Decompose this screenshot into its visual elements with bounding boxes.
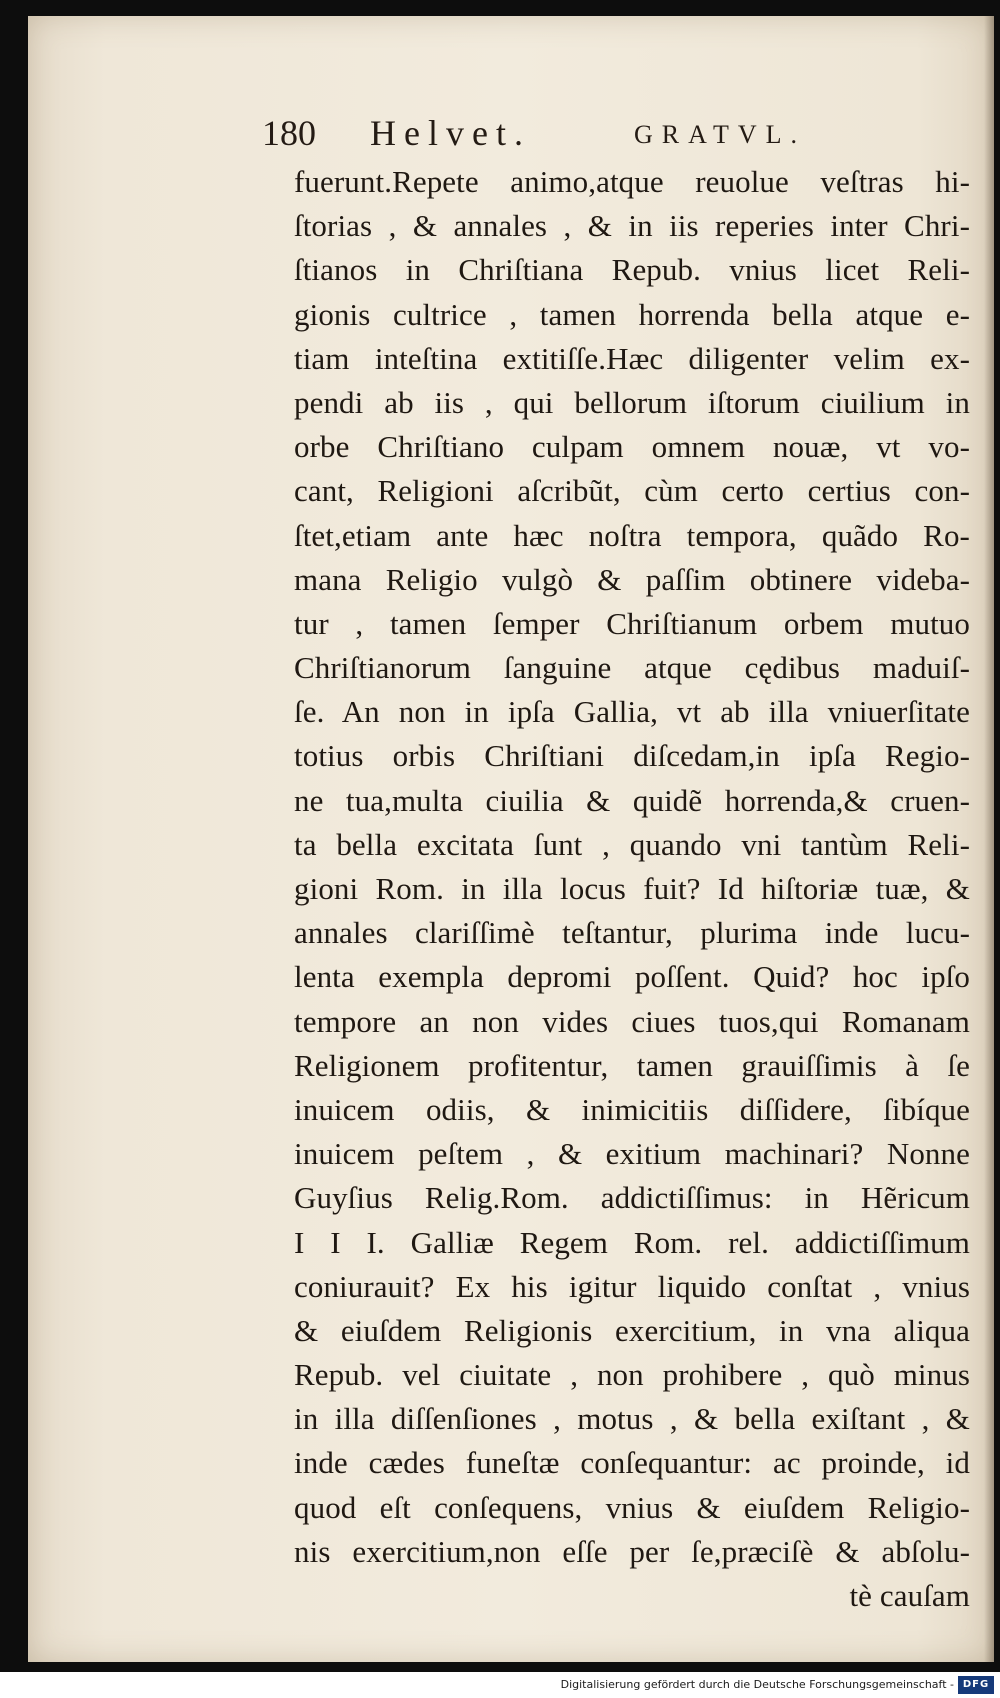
text-line: ne tua,multa ciuilia & quidẽ horrenda,& cruen-	[294, 782, 970, 818]
text-line: tiam inteſtina extitiſſe.Hæc diligenter velim ex-	[294, 340, 970, 376]
funding-notice: Digitalisierung gefördert durch die Deutsche Forschungsgemeinschaft -	[560, 1678, 954, 1691]
text-line: Religionem profitentur, tamen grauiſſimis à ſe	[294, 1047, 970, 1083]
text-line: gionis cultrice , tamen horrenda bella atque e-	[294, 296, 970, 332]
text-line: mana Religio vulgò & paſſim obtinere videba-	[294, 561, 970, 597]
text-line: fuerunt.Repete animo,atque reuolue veſtras hi-	[294, 164, 970, 199]
text-line: ſe. An non in ipſa Gallia, vt ab illa vniuerſitate	[294, 694, 970, 730]
text-line: cant, Religioni aſcribũt, cùm certo certius con-	[294, 473, 970, 509]
text-line: gioni Rom. in illa locus fuit? Id hiſtoriæ tuæ, &	[294, 871, 970, 906]
text-line: lenta exempla depromi poſſent. Quid? hoc ipſo	[294, 959, 970, 995]
running-head-left: Helvet.	[370, 113, 531, 153]
text-line: inuicem odiis, & inimicitiis diſſidere, ſibíque	[294, 1091, 970, 1127]
book-page	[28, 16, 994, 1662]
text-line: nis exercitium,non eſſe per ſe,præciſè & abſolu-	[294, 1533, 970, 1569]
text-line: ſtet,etiam ante hæc noſtra tempora, quãdo Ro-	[294, 517, 970, 553]
text-line: quod eſt conſequens, vnius & eiuſdem Religio-	[294, 1489, 970, 1525]
text-line: totius orbis Chriſtiani diſcedam,in ipſa Regio-	[294, 738, 970, 774]
text-line: Repub. vel ciuitate , non prohibere , quò minus	[294, 1357, 970, 1393]
running-head	[262, 111, 852, 155]
text-line: Chriſtianorum ſanguine atque cędibus maduiſ-	[294, 650, 970, 686]
page-edge-shadow	[984, 16, 994, 1662]
text-line: ſtorias , & annales , & in iis reperies inter Chri-	[294, 208, 970, 244]
text-line: & eiuſdem Religionis exercitium, in vna aliqua	[294, 1312, 970, 1348]
text-line: Guyſius Relig.Rom. addictiſſimus: in Hẽricum	[294, 1180, 970, 1216]
text-line: inuicem peſtem , & exitium machinari? Nonne	[294, 1136, 970, 1172]
text-line: tempore an non vides ciues tuos,qui Romanam	[294, 1003, 970, 1039]
dfg-logo-icon: DFG	[958, 1676, 994, 1694]
text-line: inde cædes funeſtæ conſequantur: ac proinde, id	[294, 1445, 970, 1481]
body-text	[294, 160, 970, 1618]
text-line: in illa diſſenſiones , motus , & bella exiſtant , &	[294, 1401, 970, 1437]
running-head-right: GRATVL.	[634, 120, 807, 149]
text-line: coniurauit? Ex his igitur liquido conſtat , vnius	[294, 1268, 970, 1304]
text-line: pendi ab iis , qui bellorum iſtorum ciuilium in	[294, 384, 970, 420]
text-line: tur , tamen ſemper Chriſtianum orbem mutuo	[294, 605, 970, 641]
catchword-line: tè cauſam	[849, 1578, 970, 1613]
text-line: ta bella excitata ſunt , quando vni tantùm Reli-	[294, 826, 970, 862]
text-line: orbe Chriſtiano culpam omnem nouæ, vt vo-	[294, 429, 970, 465]
text-line: I I I. Galliæ Regem Rom. rel. addictiſſimum	[294, 1224, 970, 1260]
text-line: ſtianos in Chriſtiana Repub. vnius licet Reli-	[294, 252, 970, 288]
footer-bar	[0, 1672, 1000, 1698]
text-line: annales clariſſimè teſtantur, plurima inde lucu-	[294, 915, 970, 951]
page-number: 180	[262, 113, 316, 153]
